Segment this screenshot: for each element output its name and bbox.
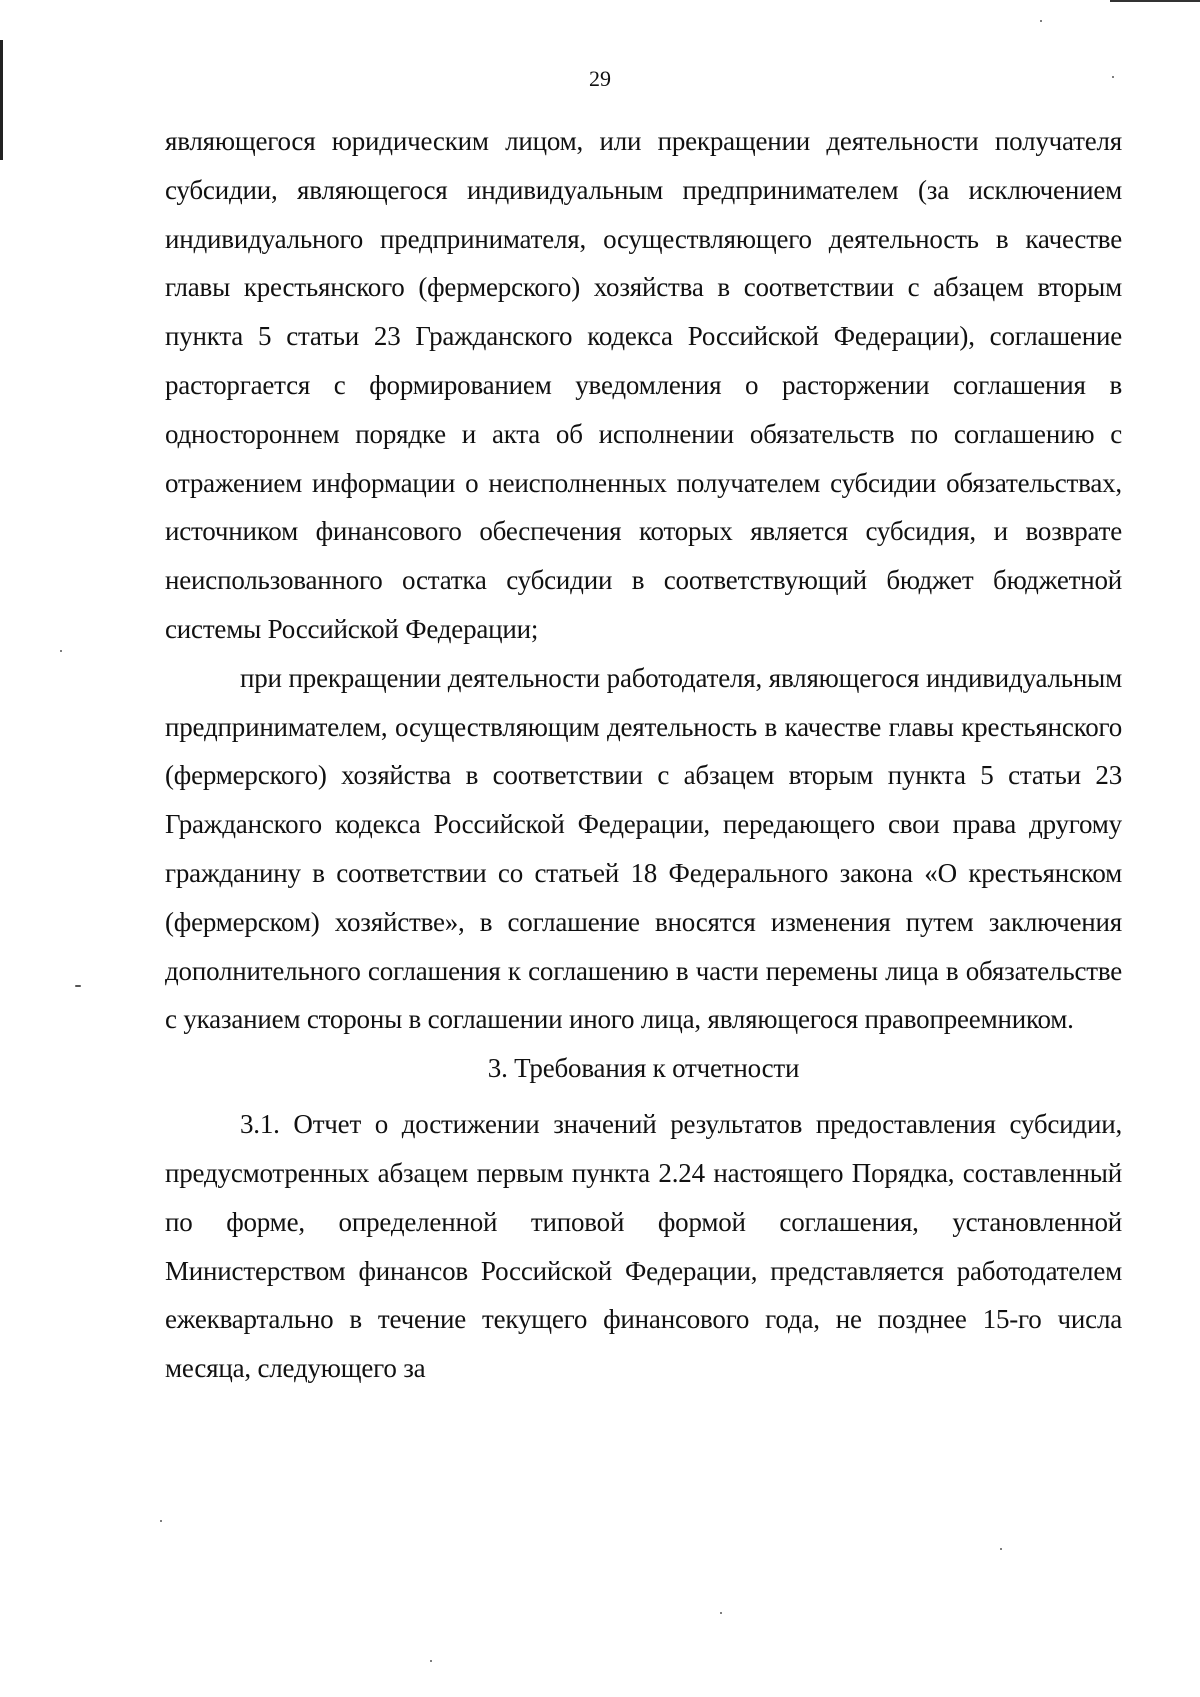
scan-speck	[430, 1660, 432, 1662]
document-body	[165, 117, 1122, 1393]
page-number: 29	[589, 66, 611, 91]
paragraph-continuation: являющегося юридическим лицом, или прекращении деятельности получателя субсидии, являющегося индивидуальным предпринимателем (за исключением индивидуального предпринимателя, осуществляющего деятельность в качестве главы крестьянского (фермерского) хозяйства в соответствии с абзацем вторым пункта 5 статьи 23 Гражданского кодекса Российской Федерации), соглашение расторгается с формированием уведомления о расторжении соглашения в одностороннем порядке и акта об исполнении обязательств по соглашению с отражением информации о неисполненных получателем субсидии обязательствах, источником финансового обеспечения которых является субсидия, и возврате неиспользованного остатка субсидии в соответствующий бюджет бюджетной системы Российской Федерации;	[165, 126, 1122, 644]
scan-edge-mark	[0, 40, 3, 160]
scan-speck	[720, 1612, 722, 1614]
scan-speck	[1112, 76, 1114, 78]
scan-speck	[75, 985, 81, 987]
scan-speck	[60, 650, 62, 652]
paragraph-3-1: 3.1. Отчет о достижении значений результатов предоставления субсидии, предусмотренных абзацем первым пункта 2.24 настоящего Порядка, составленный по форме, определенной типовой формой соглашения, установленной Министерством финансов Российской Федерации, представляется работодателем ежеквартально в течение текущего финансового года, не позднее 15-го числа месяца, следующего за	[165, 1109, 1122, 1384]
scan-speck	[160, 1520, 162, 1522]
paragraph-termination-ip: при прекращении деятельности работодателя, являющегося индивидуальным предпринимателем, осуществляющим деятельность в качестве главы крестьянского (фермерского) хозяйства в соответствии с абзацем вторым пункта 5 статьи 23 Гражданского кодекса Российской Федерации, передающего свои права другому гражданину в соответствии со статьей 18 Федерального закона «О крестьянском (фермерском) хозяйстве», в соглашение вносятся изменения путем заключения дополнительного соглашения к соглашению в части перемены лица в обязательстве с указанием стороны в соглашении иного лица, являющегося правопреемником.	[165, 662, 1122, 1035]
section-heading: 3. Требования к отчетности	[487, 1053, 800, 1084]
scan-speck	[1000, 1548, 1002, 1550]
scan-top-edge-mark	[1110, 0, 1200, 2]
scan-speck	[1040, 20, 1042, 22]
